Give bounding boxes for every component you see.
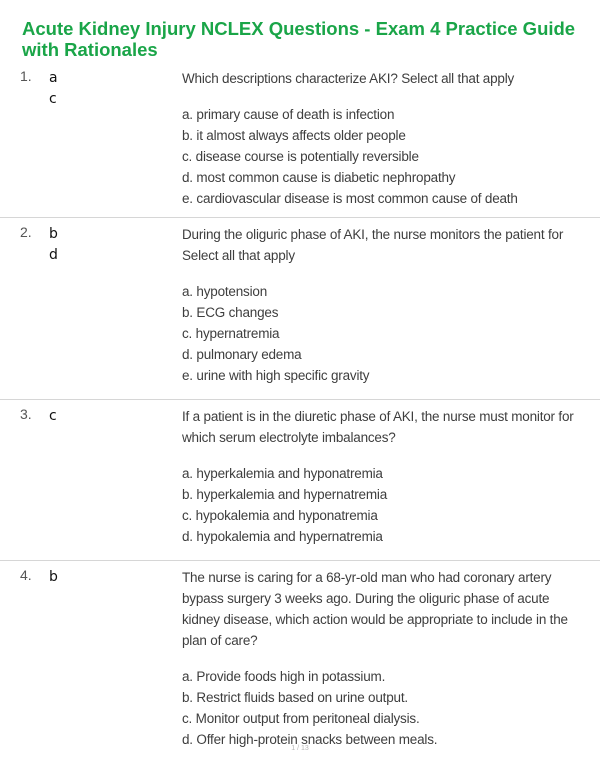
option-item: b. ECG changes	[182, 305, 279, 320]
question-body	[182, 567, 584, 750]
question-row-1	[0, 62, 600, 218]
question-number: 2.	[20, 224, 32, 240]
option-item: e. cardiovascular disease is most common cause of death	[182, 191, 518, 206]
answer-key	[49, 68, 58, 110]
option-item: c. disease course is potentially reversible	[182, 149, 419, 164]
option-list	[182, 463, 584, 547]
answer-letter: a	[49, 70, 58, 86]
option-item: a. Provide foods high in potassium.	[182, 669, 386, 684]
question-row-2	[0, 218, 600, 400]
question-text: During the oliguric phase of AKI, the nurse monitors the patient for Select all that apply	[182, 227, 564, 263]
option-list	[182, 104, 584, 209]
option-list	[182, 666, 584, 750]
page-title: Acute Kidney Injury NCLEX Questions - Exam 4 Practice Guide with Rationales	[22, 18, 576, 60]
option-item: c. hypernatremia	[182, 326, 280, 341]
option-item: b. hyperkalemia and hypernatremia	[182, 487, 388, 502]
page-number: 1 / 13	[291, 745, 309, 752]
question-text: Which descriptions characterize AKI? Select all that apply	[182, 71, 515, 86]
question-number: 3.	[20, 406, 32, 422]
option-item: d. Offer high-protein snacks between meals.	[182, 732, 438, 747]
question-body	[182, 68, 584, 209]
option-item: c. hypokalemia and hyponatremia	[182, 508, 378, 523]
option-item: d. most common cause is diabetic nephropathy	[182, 170, 456, 185]
option-item: b. Restrict fluids based on urine output.	[182, 690, 408, 705]
option-item: b. it almost always affects older people	[182, 128, 406, 143]
option-item: c. Monitor output from peritoneal dialysis.	[182, 711, 420, 726]
option-item: a. hyperkalemia and hyponatremia	[182, 466, 383, 481]
question-text: The nurse is caring for a 68-yr-old man who had coronary artery bypass surgery 3 weeks ago. During the oliguric phase of acute kidney disease, which action would be appropriate to include in the plan of care?	[182, 570, 568, 648]
question-body	[182, 224, 584, 386]
answer-letter: b	[49, 226, 58, 242]
answer-key	[49, 406, 57, 427]
answer-letter: c	[49, 408, 57, 424]
answer-letter: d	[49, 247, 58, 263]
answer-key	[49, 224, 58, 266]
question-number: 1.	[20, 68, 32, 84]
answer-letter: b	[49, 569, 58, 585]
question-text: If a patient is in the diuretic phase of AKI, the nurse must monitor for which serum electrolyte imbalances?	[182, 409, 574, 445]
option-item: d. hypokalemia and hypernatremia	[182, 529, 383, 544]
option-list	[182, 281, 584, 386]
option-item: a. hypotension	[182, 284, 268, 299]
question-row-4	[0, 561, 600, 747]
question-list	[0, 62, 600, 747]
option-item: a. primary cause of death is infection	[182, 107, 395, 122]
option-item: e. urine with high specific gravity	[182, 368, 370, 383]
option-item: d. pulmonary edema	[182, 347, 302, 362]
answer-letter: c	[49, 91, 57, 107]
question-body	[182, 406, 584, 547]
answer-key	[49, 567, 58, 588]
question-row-3	[0, 400, 600, 561]
question-number: 4.	[20, 567, 32, 583]
